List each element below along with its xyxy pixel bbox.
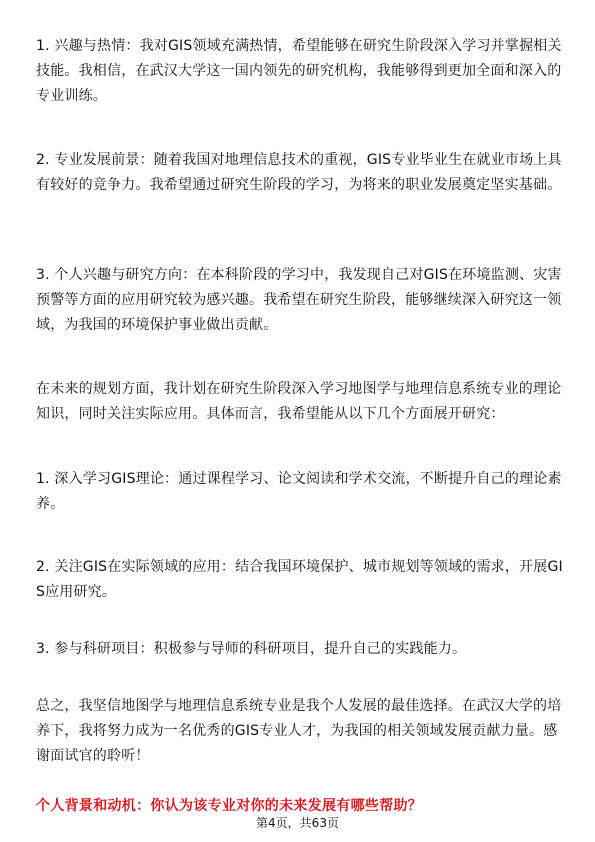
paragraph-interest-passion: 1. 兴趣与热情：我对GIS领域充满热情，希望能够在研究生阶段深入学习并掌握相关技能。我相信，在武汉大学这一国内领先的研究机构，我能够得到更加全面和深入的专业训练。	[36, 38, 562, 104]
paragraph-plan-item-theory: 1. 深入学习GIS理论：通过课程学习、论文阅读和学术交流，不断提升自己的理论素养。	[36, 471, 562, 512]
paragraph-conclusion: 总之，我坚信地图学与地理信息系统专业是我个人发展的最佳选择。在武汉大学的培养下，我将努力成为一名优秀的GIS专业人才，为我国的相关领域发展贡献力量。感谢面试官的聆听！	[36, 698, 562, 764]
next-question-heading: 个人背景和动机：你认为该专业对你的未来发展有哪些帮助？	[36, 798, 423, 814]
paragraph-plan-item-research-projects: 3. 参与科研项目：积极参与导师的科研项目，提升自己的实践能力。	[36, 641, 467, 657]
paragraph-research-direction: 3. 个人兴趣与研究方向：在本科阶段的学习中，我发现自己对GIS在环境监测、灾害预警等方面的应用研究较为感兴趣。我希望在研究生阶段，能够继续深入研究这一领域，为我国的环境保护事业做出贡献。	[36, 267, 562, 333]
paragraph-plan-item-application: 2. 关注GIS在实际领域的应用：结合我国环境保护、城市规划等领域的需求，开展GIS应用研究。	[36, 559, 563, 600]
paragraph-career-prospects: 2. 专业发展前景：随着我国对地理信息技术的重视，GIS专业毕业生在就业市场上具有较好的竞争力。我希望通过研究生阶段的学习，为将来的职业发展奠定坚实基础。	[36, 152, 562, 193]
page-number-footer: 第4页，共63页	[256, 816, 339, 830]
paragraph-future-plan: 在未来的规划方面，我计划在研究生阶段深入学习地图学与地理信息系统专业的理论知识，同时关注实际应用。具体而言，我希望能从以下几个方面展开研究：	[36, 381, 562, 422]
